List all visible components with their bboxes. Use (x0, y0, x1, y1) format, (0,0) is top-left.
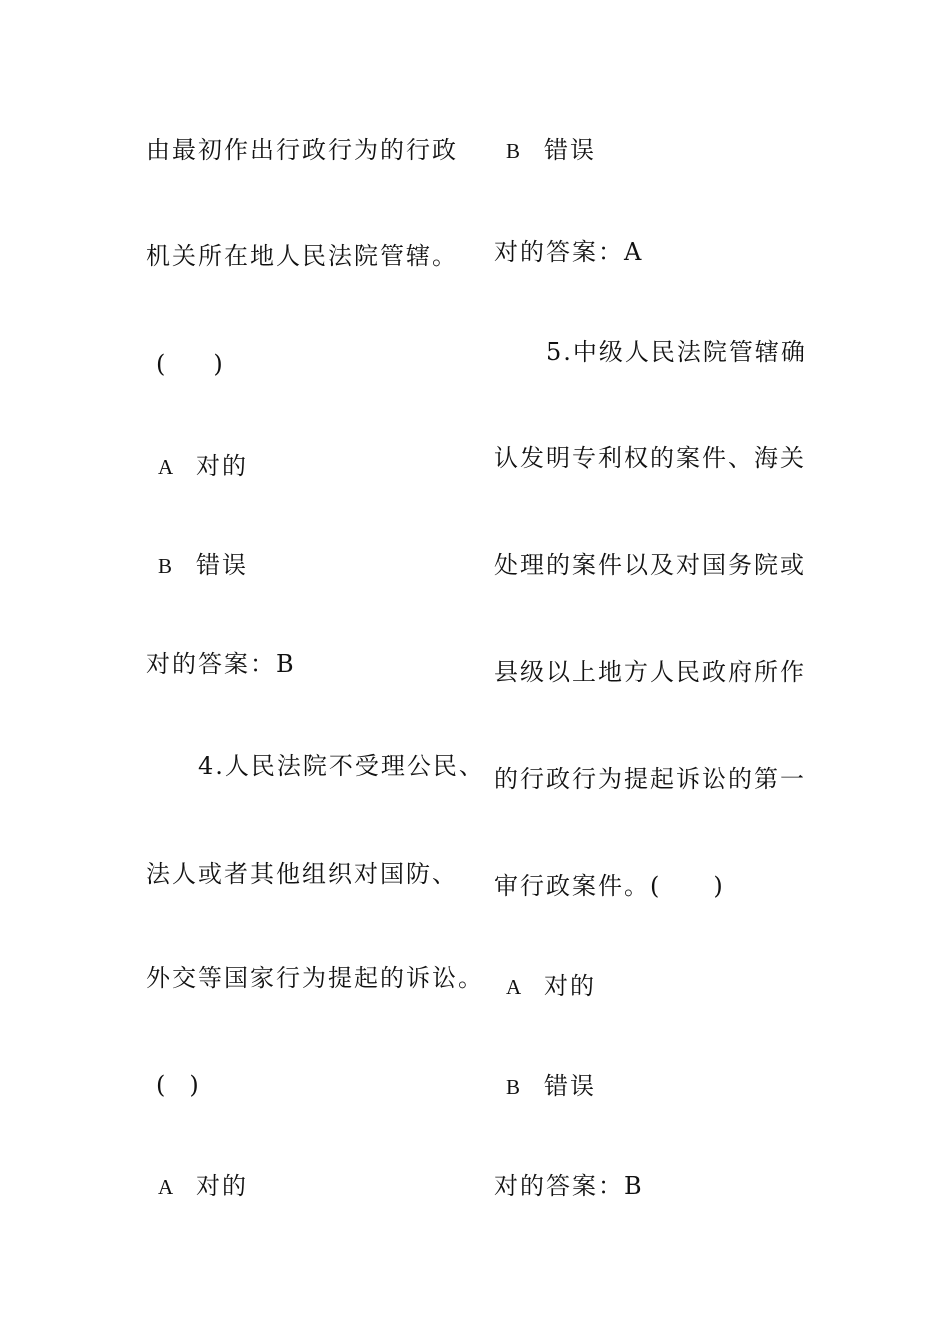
question-4-text-line-1: 4.人民法院不受理公民、 (198, 752, 485, 780)
option-text: 错误 (196, 551, 248, 579)
option-letter: A (158, 455, 174, 479)
question-3-text-line-1: 由最初作出行政行为的行政 (146, 136, 458, 164)
option-text: 对的 (196, 1172, 248, 1200)
question-5-text-line-2: 认发明专利权的案件、海关 (494, 444, 806, 472)
question-5-text-line-6: 审行政案件。( ) (494, 872, 725, 900)
question-4-text-line-2: 法人或者其他组织对国防、 (146, 860, 458, 888)
option-letter: B (506, 139, 521, 163)
question-4-text-line-3: 外交等国家行为提起的诉讼。 (146, 964, 484, 992)
question-5-text-line-5: 的行政行为提起诉讼的第一 (494, 765, 806, 793)
question-5-correct-answer: 对的答案：B (494, 1172, 644, 1200)
option-letter: B (506, 1075, 521, 1099)
option-text: 错误 (544, 136, 596, 164)
right-column (494, 0, 824, 1344)
question-5-option-b (494, 1070, 596, 1103)
option-letter: B (158, 554, 173, 578)
option-letter: A (158, 1175, 174, 1199)
question-5-text-line-3: 处理的案件以及对国务院或 (494, 551, 806, 579)
question-3-option-b (146, 549, 248, 582)
question-4-option-b (494, 134, 596, 167)
question-3-text-line-2: 机关所在地人民法院管辖。 (146, 242, 458, 270)
left-column (146, 0, 485, 1344)
option-text: 对的 (196, 452, 248, 480)
question-5-option-a (494, 970, 596, 1003)
question-4-correct-answer: 对的答案：A (494, 238, 644, 266)
option-text: 对的 (544, 972, 596, 1000)
question-5-text-line-4: 县级以上地方人民政府所作 (494, 658, 806, 686)
question-4-answer-blank: ( ) (156, 1071, 199, 1099)
question-5-text-line-1: 5.中级人民法院管辖确 (546, 338, 807, 366)
question-3-correct-answer: 对的答案：B (146, 650, 296, 678)
question-3-answer-blank: ( ) (156, 350, 223, 378)
option-text: 错误 (544, 1072, 596, 1100)
question-4-option-a (146, 1170, 248, 1203)
option-letter: A (506, 975, 522, 999)
question-3-option-a (146, 450, 248, 483)
